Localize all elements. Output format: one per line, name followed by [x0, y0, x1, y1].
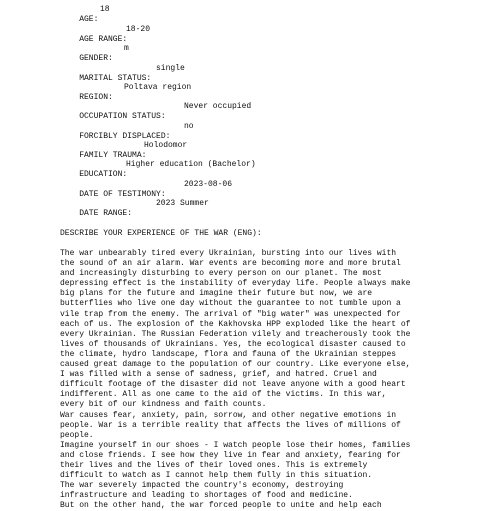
testimony-line: lives of thousands of Ukrainians. Yes, the ecological disaster caused to	[60, 339, 406, 349]
field-date-of-testimony-value: 2023-08-06	[184, 180, 233, 189]
field-family-trauma-label: FAMILY TRAUMA:	[79, 151, 147, 160]
testimony-line: The war severely impacted the country's economy, destroying	[60, 481, 344, 491]
testimony-line: vile trap from the enemy. The arrival of "big water" was unexpected for	[60, 309, 401, 319]
field-date-range-value: 2023 Summer	[156, 199, 209, 208]
testimony-line: indifferent. All as one came to the aid of the victims. In this war,	[60, 390, 387, 400]
testimony-line: But on the other hand, the war forced people to unite and help each	[60, 501, 382, 511]
field-date-of-testimony-label: DATE OF TESTIMONY:	[79, 190, 166, 199]
testimony-line: difficult footage of the disaster did not leave anyone with a good heart	[60, 380, 406, 390]
field-region-label: REGION:	[79, 93, 113, 102]
testimony-line: butterflies who live one day without the guarantee to not tumble upon a	[60, 299, 401, 309]
field-education-label: EDUCATION:	[79, 170, 128, 179]
testimony-line: Imagine yourself in our shoes - I watch people lose their homes, families	[60, 440, 411, 450]
testimony-prompt: DESCRIBE YOUR EXPERIENCE OF THE WAR (ENG):	[60, 229, 262, 238]
field-age-range-value: 18-20	[126, 25, 151, 34]
field-education-value: Higher education (Bachelor)	[126, 160, 256, 169]
testimony-line: War causes fear, anxiety, pain, sorrow, and other negative emotions in	[60, 410, 397, 420]
field-family-trauma-value: Holodomor	[144, 141, 188, 150]
testimony-line: infrastructure and leading to shortages of food and medicine.	[60, 491, 353, 501]
field-age-range-label: AGE RANGE:	[79, 35, 128, 44]
field-date-range-label: DATE RANGE:	[79, 209, 133, 218]
testimony-line: caused great damage to the population of our country. Like everyone else,	[60, 360, 411, 370]
field-marital-status-label: MARITAL STATUS:	[79, 74, 152, 83]
testimony-line: depressing effect is the instability of everyday life. People always make	[60, 279, 411, 289]
testimony-line: The war unbearably tired every Ukrainian, bursting into our lives with	[60, 249, 397, 258]
field-forcibly-displaced-value: no	[184, 122, 194, 131]
field-gender-value: m	[124, 44, 129, 53]
testimony-line: the climate, hydro landscape, flora and fauna of the Ukrainian steppes	[60, 349, 397, 359]
testimony-line: difficult to watch as I cannot help them fully in this situation.	[60, 471, 373, 481]
field-region-value: Poltava region	[124, 83, 192, 92]
testimony-line: every Ukrainian. The Russian Federation vilely and treacherously took the	[60, 329, 411, 339]
testimony-line: people. War is a terrible reality that affects the lives of millions of	[60, 420, 401, 430]
field-age-label: AGE:	[79, 15, 99, 24]
field-gender-label: GENDER:	[79, 54, 113, 63]
testimony-line: the sound of an air alarm. War events are becoming more and more brutal	[60, 259, 401, 269]
field-marital-status-value: single	[156, 64, 185, 73]
testimony-line: and close friends. I see how they live in fear and anxiety, fearing for	[60, 450, 401, 460]
testimony-body	[60, 249, 480, 511]
testimony-line: their lives and the lives of their loved ones. This is extremely	[60, 460, 368, 470]
field-age-value: 18	[100, 5, 110, 14]
field-forcibly-displaced-label: FORCIBLY DISPLACED:	[79, 132, 171, 141]
field-occupation-status-label: OCCUPATION STATUS:	[79, 112, 166, 121]
field-occupation-status-value: Never occupied	[184, 102, 252, 111]
testimony-line: and increasingly disturbing to every person on our planet. The most	[60, 269, 382, 279]
testimony-line: people.	[60, 430, 94, 440]
testimony-line: every bit of our kindness and faith counts.	[60, 400, 267, 410]
testimony-line: big plans for the future and imagine their future but now, we are	[60, 289, 373, 299]
testimony-line: I was filled with a sense of sadness, grief, and hatred. Cruel and	[60, 370, 377, 380]
testimony-line: each of us. The explosion of the Kakhovska HPP exploded like the heart of	[60, 319, 411, 329]
